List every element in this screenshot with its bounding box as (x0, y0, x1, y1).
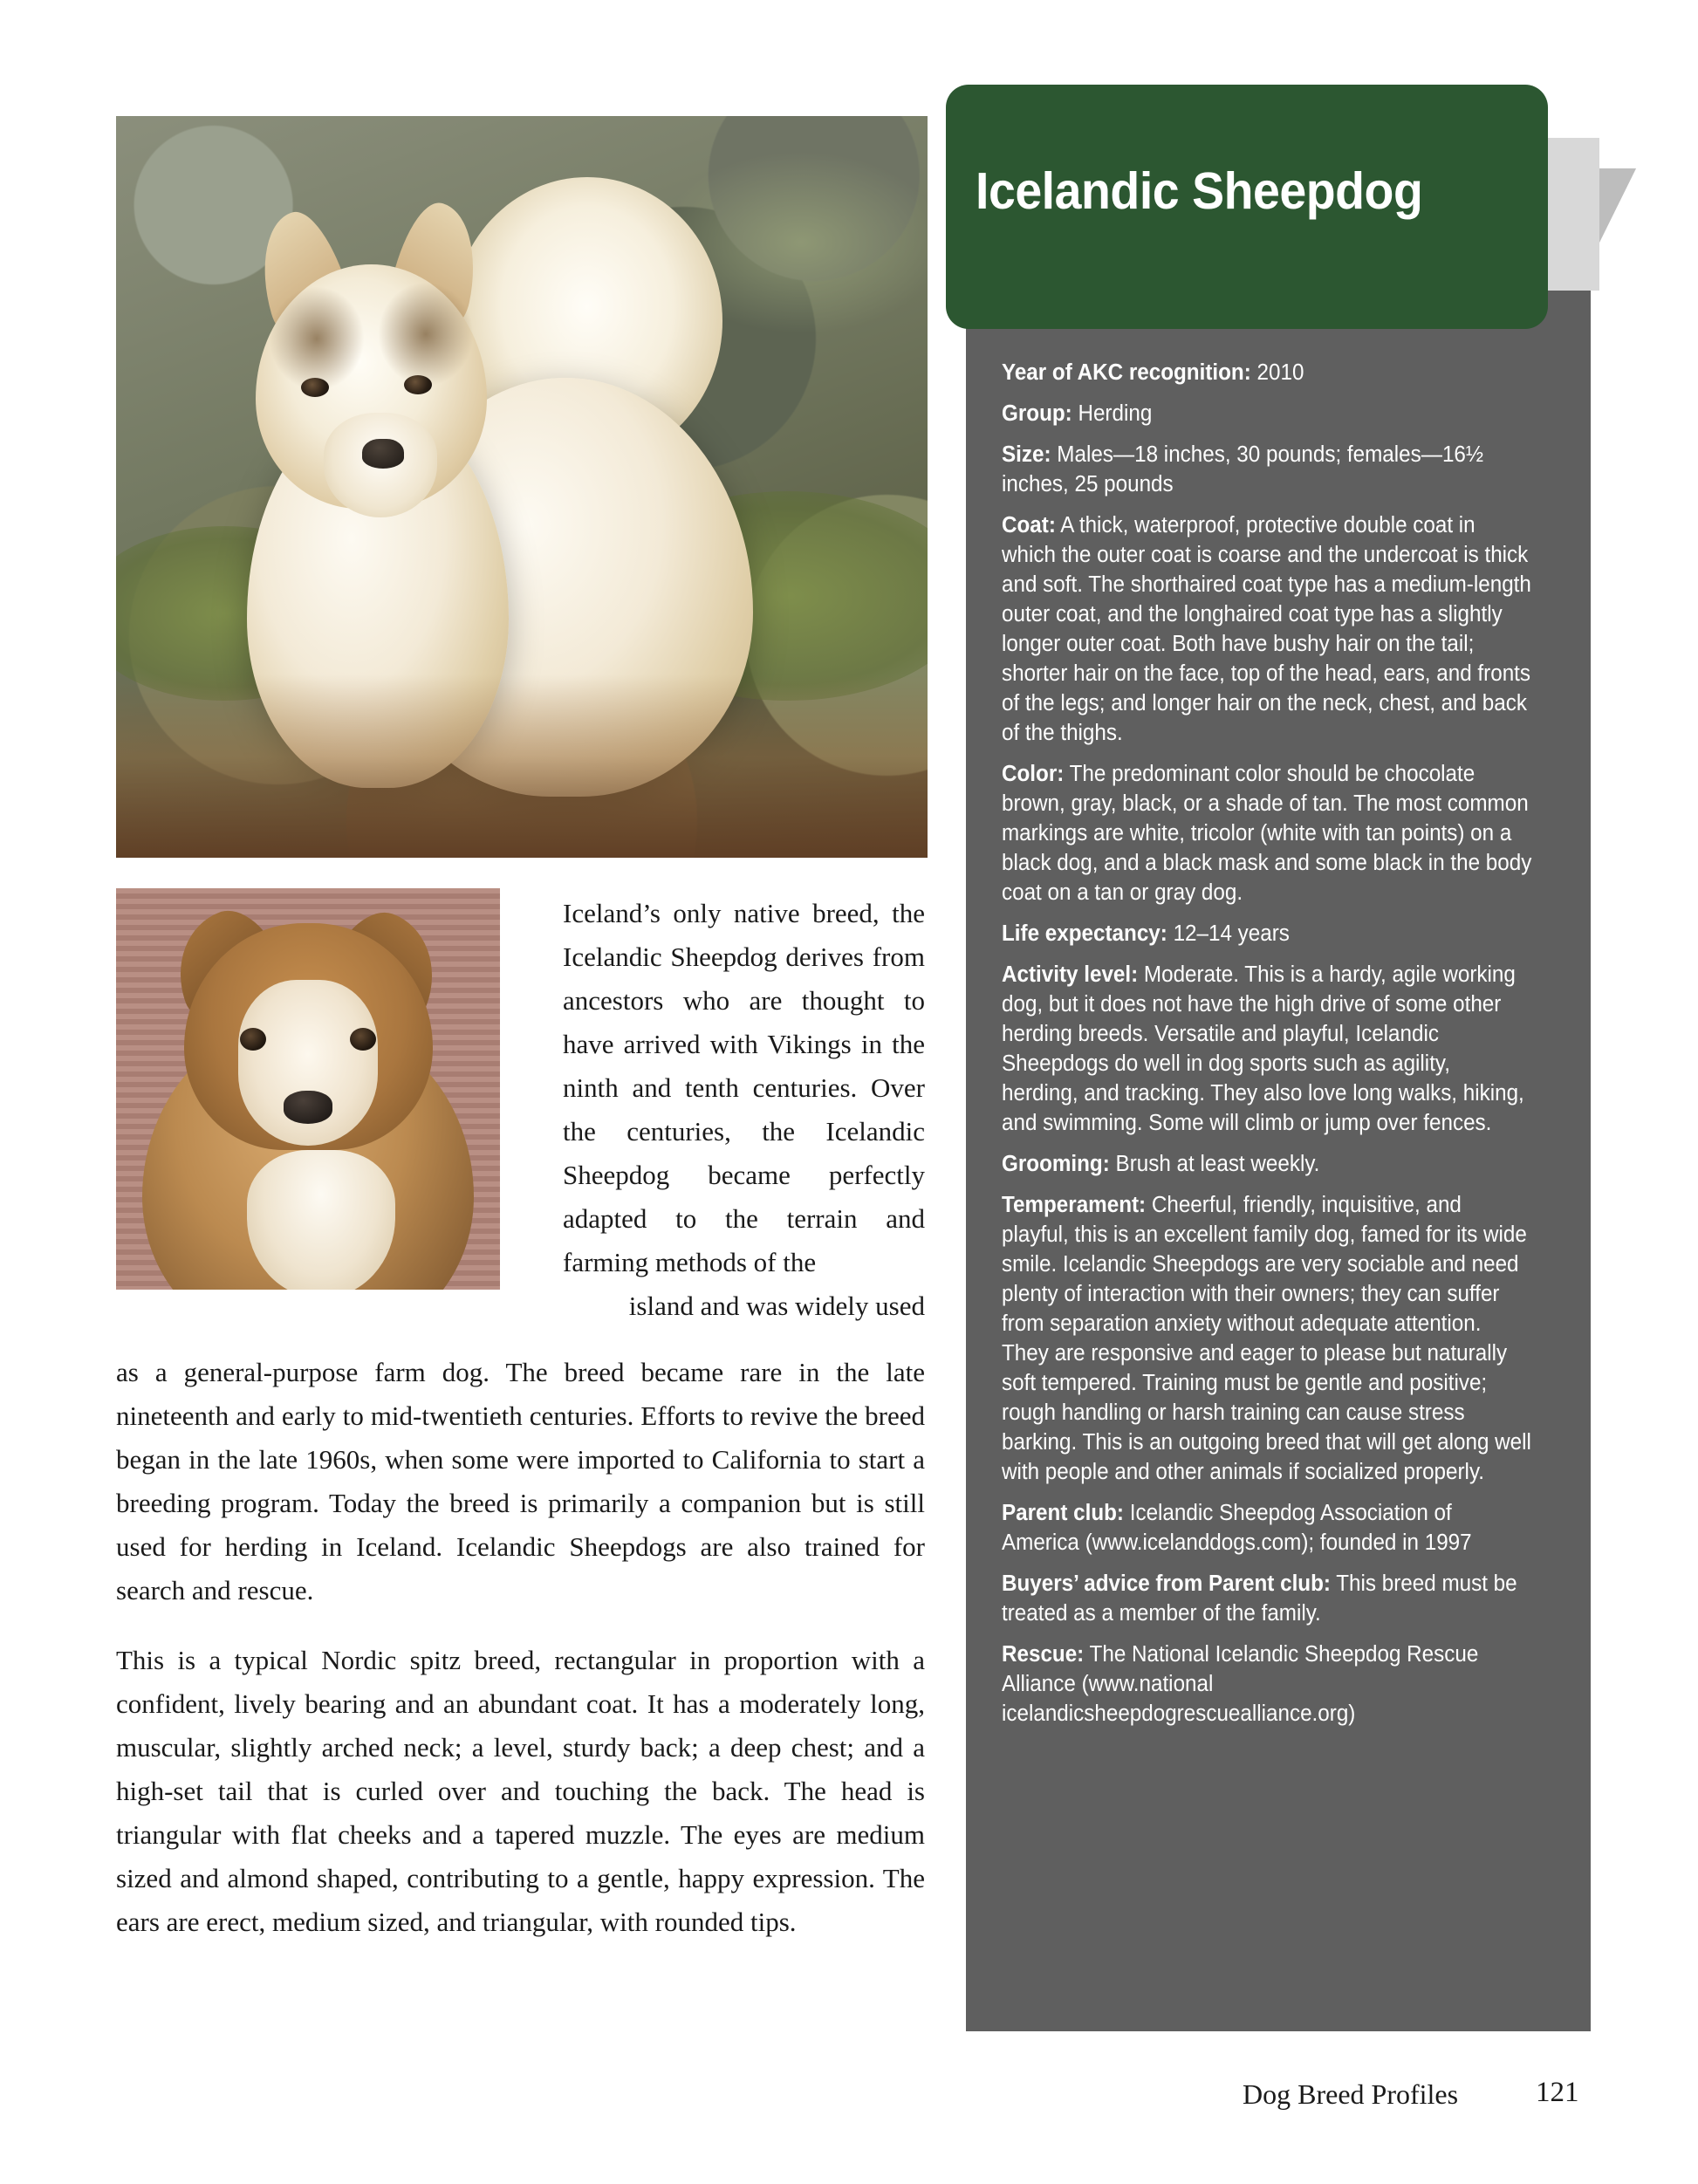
dog-eye-right (404, 375, 432, 394)
fact-label: Parent club: (1002, 1501, 1125, 1525)
fact-item (1002, 1149, 1532, 1179)
fact-label: Coat: (1002, 513, 1056, 537)
fact-item (1002, 510, 1532, 748)
puppy-eye-right (350, 1028, 376, 1051)
fact-value: A thick, waterproof, protective double coat in which the outer coat is coarse and the undercoat is thick and soft. The shorthaired coat type has a medium-length outer coat, and the longhaired coat type has a slightly longer outer coat. Both have bushy hair on the tail; shorter hair on the face, top of the head, ears, and fronts of the legs; and longer hair on the neck, chest, and back of the thighs. (1002, 513, 1531, 745)
fact-item (1002, 1190, 1532, 1487)
fact-item (1002, 399, 1532, 428)
fact-label: Life expectancy: (1002, 921, 1167, 946)
fact-item (1002, 919, 1532, 948)
fact-value: Cheerful, friendly, inquisitive, and playful, this is an excellent family dog, famed for its wide smile. Icelandic Sheepdogs are very sociable and need plenty of interaction with their owners; they can suffer from separation anxiety without adequate attention. They are responsive and eager to please but naturally soft tempered. Training must be gentle and positive; rough handling or harsh training can cause stress barking. This is an outgoing breed that will get along well with people and other animals if socialized properly. (1002, 1193, 1531, 1484)
intro-text: Iceland’s only native breed, the Icelandic Sheepdog derives from ancestors who are thought to have arrived with Vikings in the ninth and tenth centuries. Over the centuries, the Icelandic Sheepdog became perfectly adapted to the terrain and farming methods of the (563, 898, 925, 1277)
fact-item (1002, 1569, 1532, 1628)
page-title: Icelandic Sheepdog (976, 162, 1423, 220)
footer-section-label: Dog Breed Profiles (1243, 2078, 1459, 2110)
fact-label: Color: (1002, 762, 1065, 786)
fact-item (1002, 1640, 1532, 1729)
fact-label: Temperament: (1002, 1193, 1147, 1217)
fact-value: Herding (1072, 401, 1153, 426)
fact-item (1002, 358, 1532, 387)
fact-value: The National Icelandic Sheepdog Rescue Alliance (www.national icelandicsheepdogrescuealliance.org) (1002, 1642, 1479, 1726)
puppy-eye-left (240, 1028, 266, 1051)
facts-list (1002, 358, 1560, 1740)
body-paragraph-1: as a general-purpose farm dog. The breed became rare in the late nineteenth and early to mid-twentieth centuries. Efforts to revive the breed began in the late 1960s, when some were imported to California to start a breeding program. Today the breed is primarily a companion but is still used for herding in Iceland. Icelandic Sheepdogs are also trained for search and rescue. (116, 1357, 925, 1605)
fact-item (1002, 759, 1532, 907)
dog-head-shading (378, 282, 474, 387)
intro-column (563, 892, 925, 1328)
intro-last-line: island and was widely used (628, 1291, 925, 1321)
fact-item (1002, 1498, 1532, 1558)
breed-photo-puppy (116, 888, 500, 1290)
fact-value: 2010 (1250, 360, 1304, 385)
dog-head-shading (269, 286, 365, 391)
dog-nose (362, 439, 404, 469)
fact-label: Year of AKC recognition: (1002, 360, 1251, 385)
fact-value: 12–14 years (1167, 921, 1290, 946)
fact-label: Grooming: (1002, 1152, 1110, 1176)
breed-photo-adult (116, 116, 928, 858)
banner-arrow-icon (1540, 138, 1636, 291)
fact-label: Rescue: (1002, 1642, 1085, 1667)
fact-item (1002, 440, 1532, 499)
fact-label: Size: (1002, 442, 1051, 467)
fact-item (1002, 960, 1532, 1138)
puppy-chest (247, 1150, 395, 1290)
fact-value: This breed must be treated as a member of the family. (1002, 1571, 1517, 1626)
fact-label: Buyers’ advice from Parent club: (1002, 1571, 1331, 1596)
body-paragraph-2: This is a typical Nordic spitz breed, rectangular in proportion with a confident, lively bearing and an abundant coat. It has a moderately long, muscular, slightly arched neck; a level, sturdy back; a deep chest; and a high-set tail that is curled over and touching the back. The head is triangular with flat cheeks and a tapered muzzle. The eyes are medium sized and almond shaped, contributing to a gentle, happy expression. The ears are erect, medium sized, and triangular, with rounded tips. (116, 1645, 925, 1937)
fact-value: Icelandic Sheepdog Association of America (www.icelanddogs.com); founded in 1997 (1002, 1501, 1472, 1555)
page-number: 121 (1536, 2077, 1579, 2108)
fact-value: Males—18 inches, 30 pounds; females—16½ inches, 25 pounds (1002, 442, 1484, 496)
ground-foreground (116, 674, 928, 858)
fact-value: Brush at least weekly. (1109, 1152, 1320, 1176)
dog-eye-left (301, 378, 329, 397)
fact-label: Group: (1002, 401, 1072, 426)
fact-label: Activity level: (1002, 962, 1139, 987)
fact-value: Moderate. This is a hardy, agile working dog, but it does not have the high drive of some other herding breeds. Versatile and playful, Icelandic Sheepdogs do well in dog sports such as agility, herding, and tracking. They also love long walks, hiking, and swimming. Some will climb or jump over fences. (1002, 962, 1524, 1135)
puppy-nose (284, 1091, 332, 1124)
fact-value: The predominant color should be chocolate brown, gray, black, or a shade of tan. The most common markings are white, tricolor (white with tan points) on a black dog, and a black mask and some black in the body coat on a tan or gray dog. (1002, 762, 1532, 905)
